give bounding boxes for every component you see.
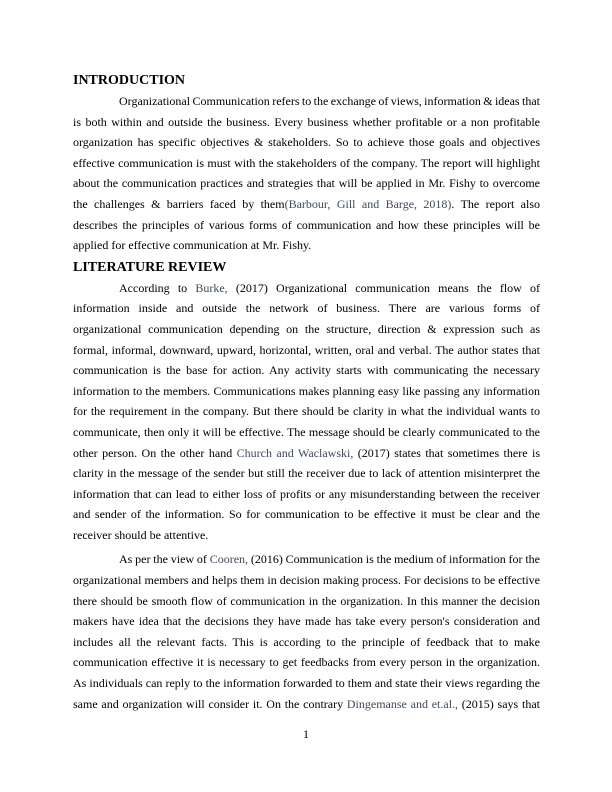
text-segment: includes all the relevant facts. This is according to the principle of feedback that to make bbox=[73, 634, 540, 649]
text-line bbox=[73, 549, 540, 570]
text-line bbox=[73, 132, 540, 153]
text-line bbox=[73, 591, 540, 612]
text-segment: and sender of the information. So for communication to be effective it must be clear and the bbox=[73, 507, 540, 522]
text-line bbox=[73, 381, 540, 402]
text-segment: As per the view of bbox=[119, 552, 210, 567]
text-segment: organizational communication depending on the structure, direction & expression such as bbox=[73, 321, 540, 336]
text-segment: information to the members. Communications makes planning easy like passing any information bbox=[73, 383, 540, 398]
text-segment: (2015) says that bbox=[458, 696, 540, 711]
text-segment: (2016) Communication is the medium of information for the bbox=[248, 552, 540, 567]
text-line bbox=[73, 401, 540, 422]
text-segment: the challenges & barriers faced by them bbox=[73, 196, 285, 211]
text-segment: about the communication practices and strategies that will be applied in Mr. Fishy to overcome bbox=[73, 176, 540, 191]
citation: Church and Waclawski, bbox=[236, 445, 354, 460]
text-line bbox=[73, 340, 540, 361]
text-segment: same and organization will consider it. On the contrary bbox=[73, 696, 347, 711]
text-segment: According to bbox=[119, 280, 196, 295]
text-segment: (2017) Organizational communication means the flow of bbox=[227, 280, 540, 295]
text-line bbox=[73, 694, 540, 715]
text-segment: communication is the base for action. Any activity starts with communicating the necessary bbox=[73, 363, 540, 378]
text-line bbox=[73, 673, 540, 694]
page-number: 1 bbox=[303, 727, 309, 741]
text-line bbox=[73, 504, 540, 525]
text-line bbox=[73, 91, 540, 112]
text-segment: applied for effective communication at Mr. Fishy. bbox=[73, 238, 312, 253]
text-segment: other person. On the other hand bbox=[73, 445, 237, 460]
text-line bbox=[73, 422, 540, 443]
text-line bbox=[73, 652, 540, 673]
text-line bbox=[73, 443, 540, 464]
heading-introduction: INTRODUCTION bbox=[73, 73, 186, 88]
text-segment: for the requirement in the company. But there should be clarity in what the individual wants to bbox=[73, 404, 540, 419]
text-segment: there should be smooth flow of communication in the organization. In this manner the decision bbox=[73, 593, 540, 608]
text-segment: communication effective it is necessary to get feedbacks from every person in the organization. bbox=[73, 655, 540, 670]
text-line bbox=[73, 173, 540, 194]
text-line bbox=[73, 611, 540, 632]
text-segment: clarity in the message of the sender but still the receiver due to lack of attention misinterpret the bbox=[73, 466, 540, 481]
text-segment: organization has specific objectives & stakeholders. So to achieve those goals and objectives bbox=[73, 135, 540, 150]
text-line bbox=[73, 319, 540, 340]
text-line bbox=[73, 153, 540, 174]
text-segment: information that can lead to either loss of profits or any misunderstanding between the receiver bbox=[73, 486, 540, 501]
text-line bbox=[73, 298, 540, 319]
text-line bbox=[73, 632, 540, 653]
text-segment: communicate, then only it will be effective. The message should be clearly communicated to the bbox=[73, 424, 540, 439]
text-line bbox=[73, 570, 540, 591]
citation: (Barbour, Gill and Barge, 2018) bbox=[284, 196, 452, 211]
text-segment: describes the principles of various forms of communication and how these principles will be bbox=[73, 217, 540, 232]
text-line bbox=[73, 463, 540, 484]
text-segment: effective communication is must with the stakeholders of the company. The report will highlight bbox=[73, 155, 540, 170]
text-line bbox=[73, 484, 540, 505]
text-line bbox=[73, 215, 540, 236]
heading-literature-review: LITERATURE REVIEW bbox=[73, 259, 227, 275]
text-segment: makers have idea that the decisions they have made has take every person's consideration and bbox=[73, 614, 540, 629]
text-segment: formal, informal, downward, upward, horizontal, written, oral and verbal. The author states that bbox=[73, 342, 540, 357]
citation: Cooren, bbox=[209, 552, 249, 567]
text-segment: information inside and outside the network of business. There are various forms of bbox=[73, 301, 540, 316]
text-segment: receiver should be attentive. bbox=[73, 527, 209, 542]
text-line bbox=[73, 525, 540, 546]
text-line bbox=[73, 235, 540, 256]
citation: Dingemanse and et.al., bbox=[346, 696, 459, 711]
text-line bbox=[73, 112, 540, 133]
text-line bbox=[73, 278, 540, 299]
text-line bbox=[73, 194, 540, 215]
document-body bbox=[73, 71, 540, 714]
text-segment: is both within and outside the business. Every business whether profitable or a non profitable bbox=[73, 114, 540, 129]
citation: Burke, bbox=[195, 280, 228, 295]
paragraph-introduction bbox=[73, 91, 540, 256]
text-line bbox=[73, 360, 540, 381]
text-segment: As individuals can reply to the information forwarded to them and state their views regarding the bbox=[73, 676, 540, 691]
text-segment: (2017) states that sometimes there is bbox=[353, 445, 540, 460]
paragraph-cooren bbox=[73, 549, 540, 714]
text-segment: Organizational Communication refers to the exchange of views, information & ideas that bbox=[119, 94, 540, 108]
paragraph-burke bbox=[73, 278, 540, 546]
text-segment: organizational members and helps them in decision making process. For decisions to be effective bbox=[73, 573, 540, 588]
text-segment: . The report also bbox=[451, 196, 541, 211]
